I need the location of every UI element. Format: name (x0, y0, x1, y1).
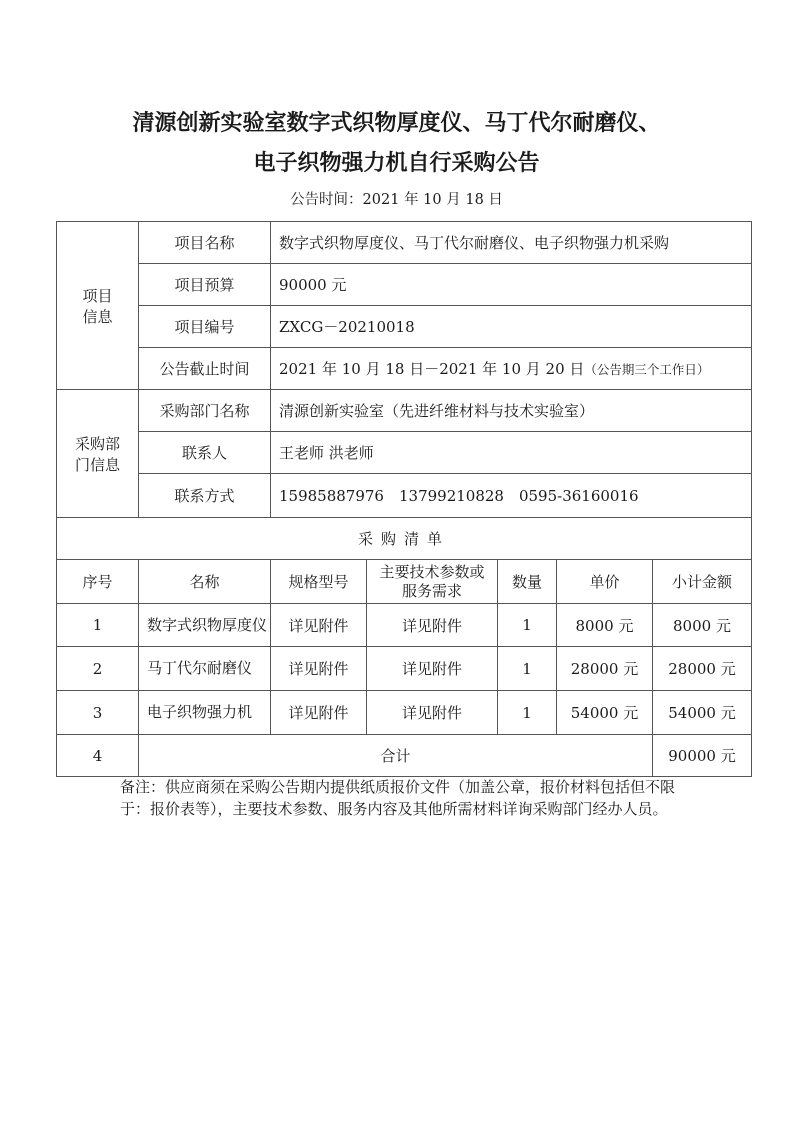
deadline-note: （公告期三个工作日） (584, 362, 710, 377)
dept-name-value: 清源创新实验室（先进纤维材料与技术实验室） (271, 390, 752, 432)
row-qty: 1 (498, 604, 557, 647)
dept-name-row (57, 390, 752, 432)
header-name: 名称 (139, 560, 271, 604)
project-info-group-label: 项目 信息 (57, 222, 139, 390)
project-name-value: 数字式织物厚度仪、马丁代尔耐磨仪、电子织物强力机采购 (271, 222, 752, 264)
row-qty: 1 (498, 647, 557, 691)
project-budget-label: 项目预算 (139, 264, 271, 306)
purchase-list-caption: 采购清单 (57, 518, 752, 560)
remark-note: 备注：供应商须在采购公告期内提供纸质报价文件（加盖公章，报价材料包括但不限于：报价表等），主要技术参数、服务内容及其他所需材料详询采购部门经办人员。 (120, 778, 676, 818)
row-unit-price: 8000 元 (557, 604, 653, 647)
total-row (57, 735, 752, 777)
row-params: 详见附件 (367, 604, 498, 647)
row-spec: 详见附件 (271, 691, 367, 735)
project-number-label: 项目编号 (139, 306, 271, 348)
project-name-label: 项目名称 (139, 222, 271, 264)
row-no: 3 (57, 691, 139, 735)
contact-method-label: 联系方式 (139, 474, 271, 518)
page-title-line-2: 电子织物强力机自行采购公告 (253, 151, 540, 176)
row-subtotal: 54000 元 (653, 691, 752, 735)
row-unit-price: 54000 元 (557, 691, 653, 735)
project-budget-row (57, 264, 752, 306)
row-params: 详见附件 (367, 691, 498, 735)
project-name-row (57, 222, 752, 264)
total-no: 4 (57, 735, 139, 777)
row-spec: 详见附件 (271, 647, 367, 691)
dept-info-group-label: 采购部 门信息 (57, 390, 139, 518)
project-budget-value: 90000 元 (271, 264, 752, 306)
header-subtotal: 小计金额 (653, 560, 752, 604)
contact-person-row (57, 432, 752, 474)
header-params: 主要技术参数或服务需求 (367, 560, 498, 604)
project-number-row (57, 306, 752, 348)
header-unit-price: 单价 (557, 560, 653, 604)
table-row (57, 647, 752, 691)
row-name: 电子织物强力机 (139, 691, 271, 735)
row-subtotal: 28000 元 (653, 647, 752, 691)
contact-method-value: 15985887976 13799210828 0595-36160016 (271, 474, 752, 518)
deadline-value-cell (271, 348, 752, 390)
row-no: 1 (57, 604, 139, 647)
table-row (57, 604, 752, 647)
header-no: 序号 (57, 560, 139, 604)
page-title-line-1: 清源创新实验室数字式织物厚度仪、马丁代尔耐磨仪、 (132, 111, 661, 136)
project-number-value: ZXCG－20210018 (271, 306, 752, 348)
purchase-list-caption-row (57, 518, 752, 560)
total-amount: 90000 元 (653, 735, 752, 777)
header-spec: 规格型号 (271, 560, 367, 604)
deadline-label: 公告截止时间 (139, 348, 271, 390)
row-unit-price: 28000 元 (557, 647, 653, 691)
deadline-row (57, 348, 752, 390)
row-subtotal: 8000 元 (653, 604, 752, 647)
row-name: 马丁代尔耐磨仪 (139, 647, 271, 691)
dept-name-label: 采购部门名称 (139, 390, 271, 432)
announcement-table (56, 221, 752, 777)
row-no: 2 (57, 647, 139, 691)
deadline-value: 2021 年 10 月 18 日－2021 年 10 月 20 日 (279, 360, 585, 378)
row-name: 数字式织物厚度仪 (139, 604, 271, 647)
header-qty: 数量 (498, 560, 557, 604)
purchase-list-header-row (57, 560, 752, 604)
announcement-date: 公告时间：2021 年 10 月 18 日 (290, 192, 503, 208)
total-label: 合计 (139, 735, 653, 777)
row-qty: 1 (498, 691, 557, 735)
row-params: 详见附件 (367, 647, 498, 691)
contact-method-row (57, 474, 752, 518)
contact-person-label: 联系人 (139, 432, 271, 474)
row-spec: 详见附件 (271, 604, 367, 647)
table-row (57, 691, 752, 735)
contact-person-value: 王老师 洪老师 (271, 432, 752, 474)
